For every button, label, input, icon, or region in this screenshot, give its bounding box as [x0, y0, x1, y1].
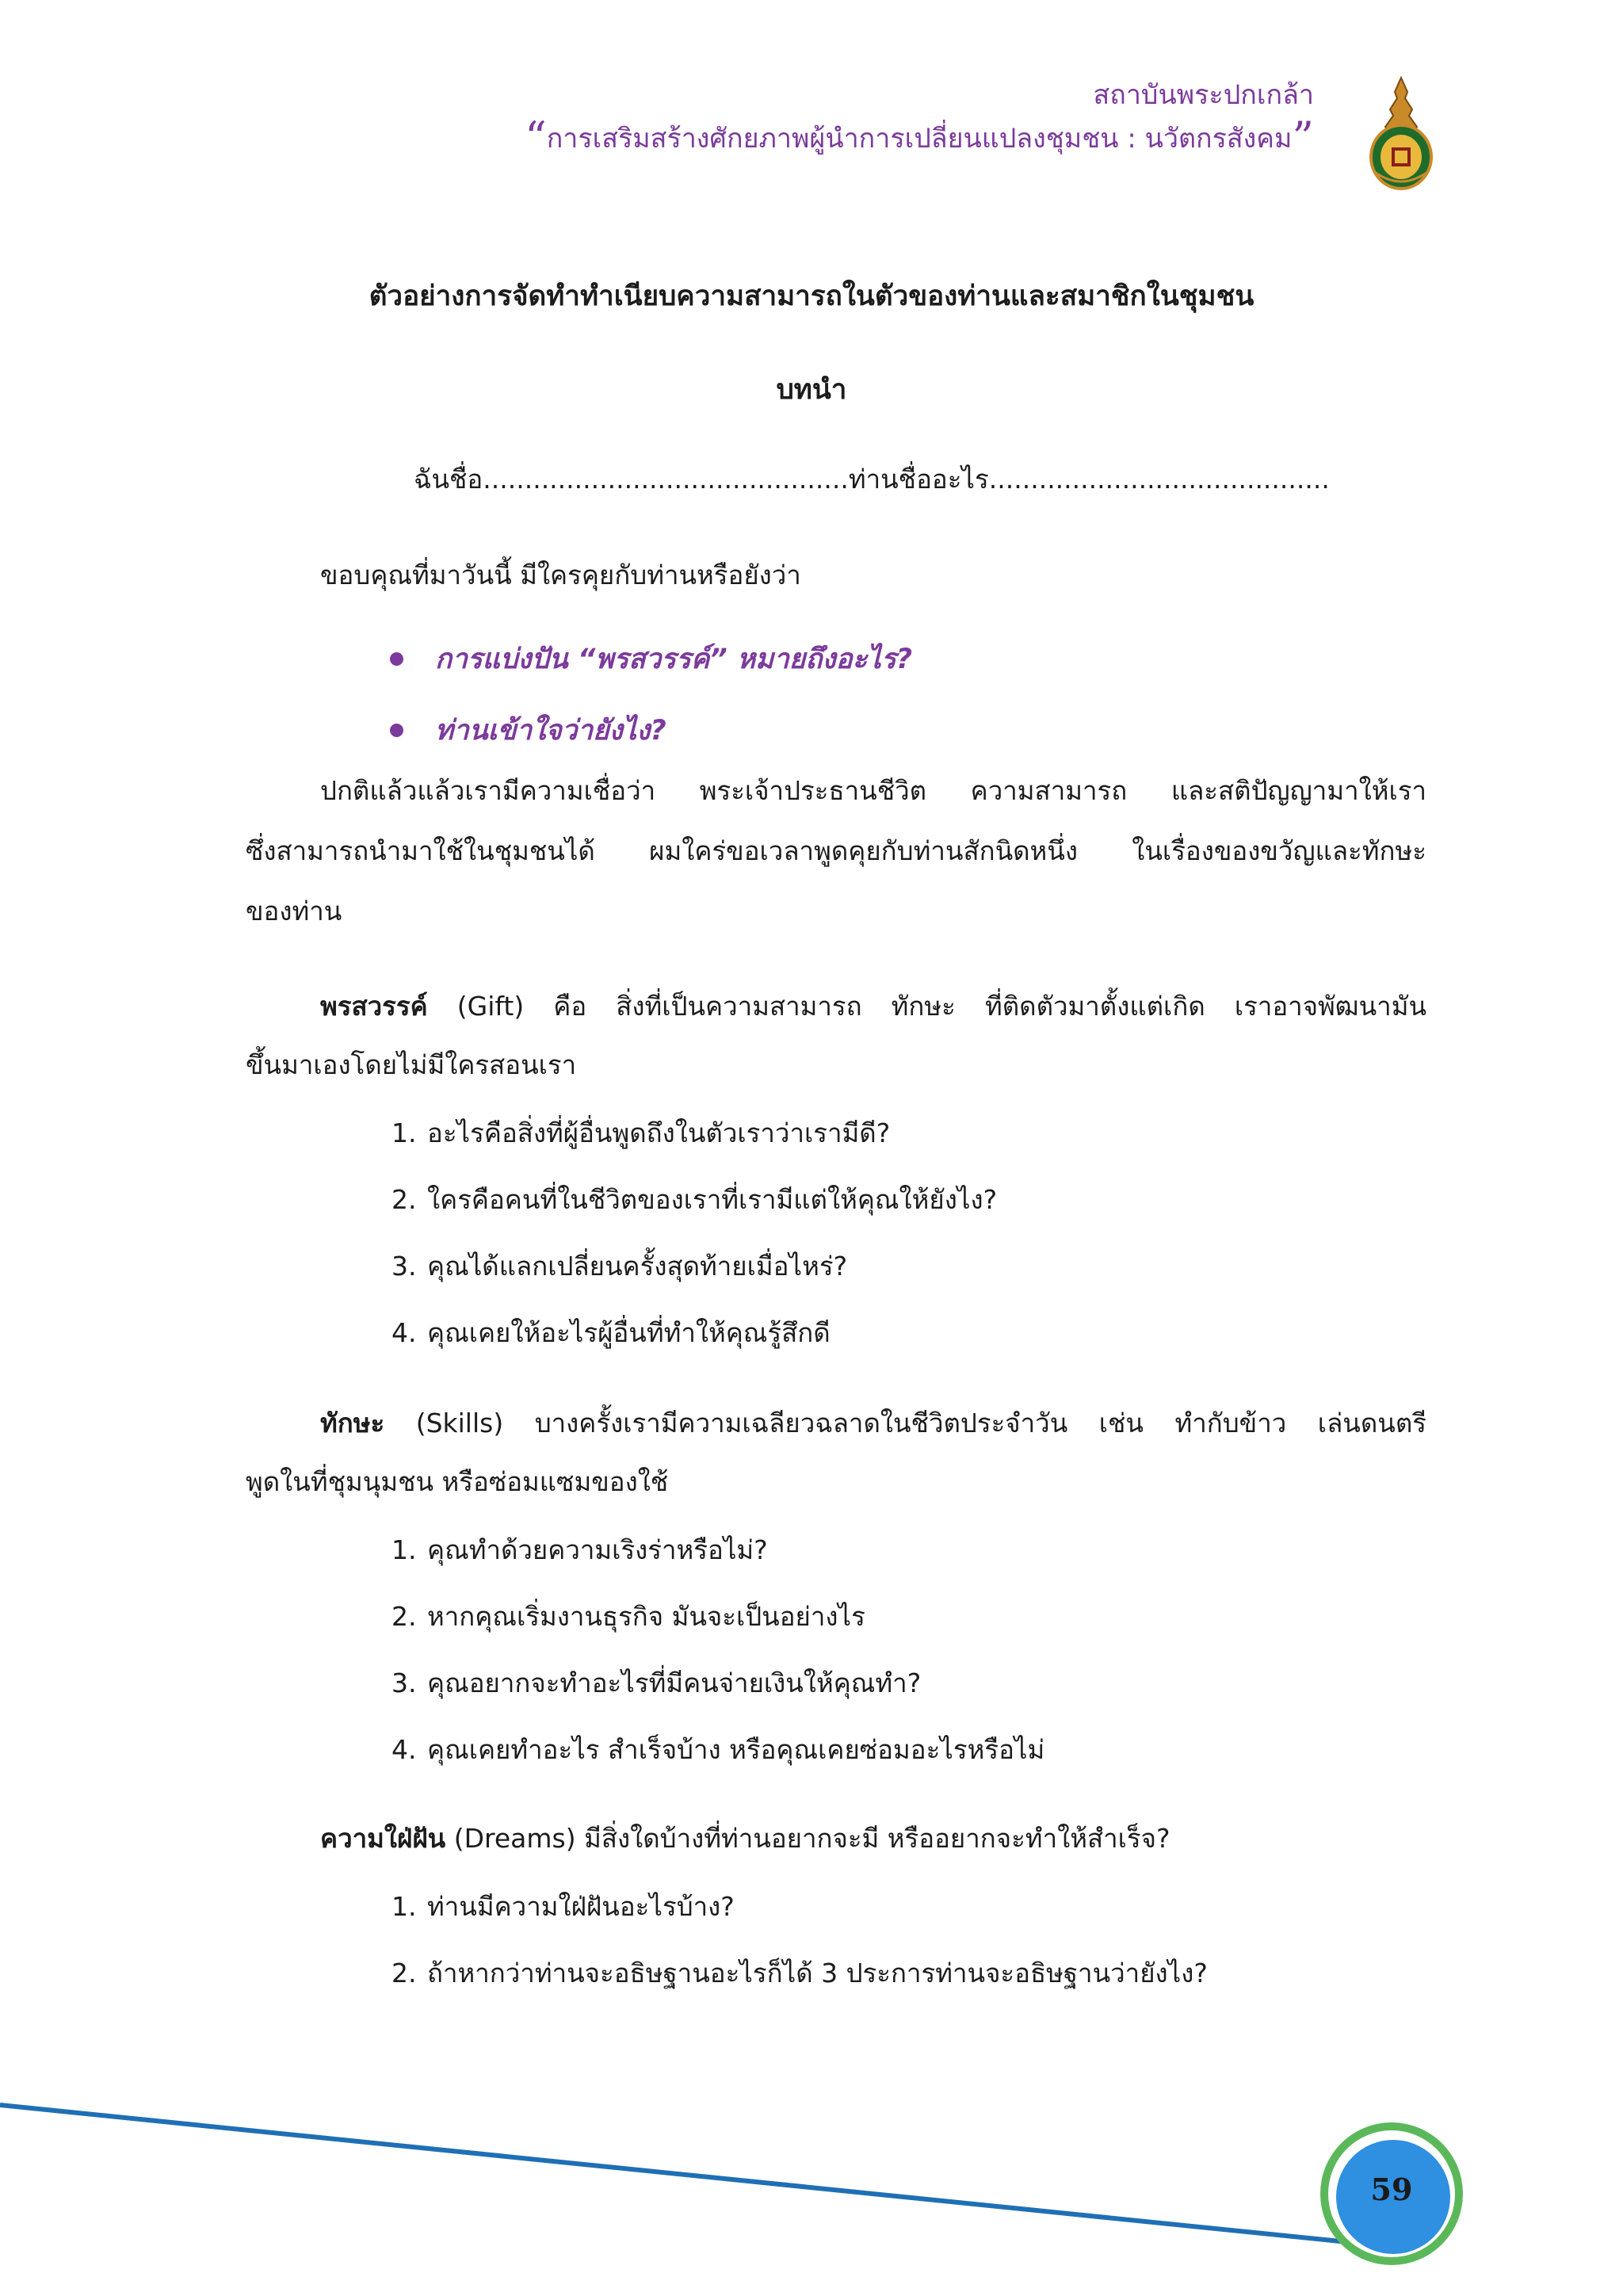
page-number: 59 — [1370, 2172, 1413, 2207]
paragraph-1-line-3: ของท่าน — [246, 896, 342, 926]
gift-term: พรสวรรค์ — [320, 991, 428, 1022]
list-number: 3. — [391, 1251, 417, 1282]
list-number: 2. — [391, 1184, 417, 1215]
gift-definition-line-1 — [320, 983, 1426, 1030]
list-item — [391, 1717, 1044, 1783]
project-title-text: การเสริมสร้างศักยภาพผู้นำการเปลี่ยนแปลงชุมชน : นวัตกรสังคม — [546, 123, 1293, 155]
intro-fill-line — [414, 458, 1330, 500]
list-number: 3. — [391, 1668, 417, 1698]
list-item — [391, 1100, 997, 1167]
skills-term: ทักษะ — [320, 1408, 385, 1438]
list-item — [391, 1650, 1044, 1717]
list-number: 1. — [391, 1891, 417, 1922]
page-title: ตัวอย่างการจัดทำทำเนียบความสามารถในตัวของท่านและสมาชิกในชุมชน — [369, 281, 1254, 312]
list-item — [391, 1874, 1208, 1940]
gift-question-list — [391, 1100, 997, 1366]
skills-definition-text: (Skills) บางครั้งเรามีความเฉลียวฉลาดในชีวิตประจำวัน เช่น ทำกับข้าว เล่นดนตรี — [384, 1408, 1426, 1438]
project-title — [525, 114, 1314, 162]
skills-definition-line-2: พูดในที่ชุมนุมชน หรือซ่อมแซมของใช้ — [246, 1466, 669, 1497]
list-number: 2. — [391, 1601, 417, 1632]
list-number: 4. — [391, 1734, 417, 1765]
bullet-item — [390, 623, 912, 694]
list-text: คุณเคยให้อะไรผู้อื่นที่ทำให้คุณรู้สึกดี — [427, 1317, 831, 1348]
list-item — [391, 1940, 1208, 2007]
bullet-item — [390, 694, 912, 766]
list-text: อะไรคือสิ่งที่ผู้อื่นพูดถึงในตัวเราว่าเรามีดี? — [427, 1117, 891, 1148]
bullet-text: การแบ่งปัน “พรสวรรค์” หมายถึงอะไร? — [435, 643, 913, 675]
dreams-question-list — [391, 1874, 1208, 2007]
name-label: ฉันชื่อ — [414, 464, 483, 495]
list-item — [391, 1167, 997, 1233]
name-blank: ............................................ — [483, 464, 849, 495]
list-item — [391, 1517, 1044, 1584]
bullet-dot-icon — [390, 652, 403, 666]
institute-name: สถาบันพระปกเกล้า — [1093, 79, 1314, 111]
list-number: 1. — [391, 1117, 417, 1148]
dreams-definition-text: (Dreams) มีสิ่งใดบ้างที่ท่านอยากจะมี หรืออยากจะทำให้สำเร็จ? — [445, 1823, 1170, 1854]
page-header — [525, 76, 1314, 162]
list-item — [391, 1584, 1044, 1650]
list-item — [391, 1300, 997, 1366]
close-quote: ” — [1292, 113, 1314, 162]
open-quote: “ — [525, 113, 547, 162]
section-title: บทนำ — [776, 374, 847, 406]
list-text: คุณได้แลกเปลี่ยนครั้งสุดท้ายเมื่อไหร่? — [427, 1251, 848, 1282]
list-item — [391, 1233, 997, 1300]
paragraph-1-line-2: ซึ่งสามารถนำมาใช้ในชุมชนได้ ผมใคร่ขอเวลาพูดคุยกับท่านสักนิดหนึ่ง ในเรื่องของขวัญและทักษะ — [246, 835, 1426, 866]
institute-emblem-icon — [1368, 74, 1434, 192]
list-number: 4. — [391, 1317, 417, 1348]
skills-question-list — [391, 1517, 1044, 1783]
dreams-definition-line-1 — [320, 1815, 1170, 1862]
list-text: ถ้าหากว่าท่านจะอธิษฐานอะไรก็ได้ 3 ประการท่านจะอธิษฐานว่ายังไง? — [427, 1958, 1208, 1988]
skills-definition-line-1 — [320, 1400, 1426, 1447]
list-number: 1. — [391, 1534, 417, 1565]
question-bullets — [390, 623, 912, 766]
footer-rule — [0, 2105, 1395, 2247]
gift-definition-text: (Gift) คือ สิ่งที่เป็นความสามารถ ทักษะ ที่ติดตัวมาตั้งแต่เกิด เราอาจพัฒนามัน — [427, 991, 1426, 1022]
list-text: ท่านมีความใฝ่ฝันอะไรบ้าง? — [427, 1891, 735, 1922]
list-text: คุณอยากจะทำอะไรที่มีคนจ่ายเงินให้คุณทำ? — [427, 1668, 922, 1698]
list-text: คุณเคยทำอะไร สำเร็จบ้าง หรือคุณเคยซ่อมอะไรหรือไม่ — [427, 1734, 1045, 1765]
thanks-line: ขอบคุณที่มาวันนี้ มีใครคุยกับท่านหรือยังว่า — [320, 560, 801, 590]
bullet-dot-icon — [390, 724, 403, 737]
list-text: คุณทำด้วยความเริงร่าหรือไม่? — [427, 1534, 768, 1565]
your-name-blank: ......................................... — [988, 464, 1330, 495]
bullet-text: ท่านเข้าใจว่ายังไง? — [435, 714, 666, 747]
list-text: หากคุณเริ่มงานธุรกิจ มันจะเป็นอย่างไร — [427, 1601, 865, 1632]
paragraph-1-line-1: ปกติแล้วแล้วเรามีความเชื่อว่า พระเจ้าประธานชีวิต ความสามารถ และสติปัญญามาให้เรา — [320, 775, 1426, 806]
gift-definition-line-2: ขึ้นมาเองโดยไม่มีใครสอนเรา — [246, 1049, 577, 1080]
list-number: 2. — [391, 1958, 417, 1988]
your-name-label: ท่านชื่ออะไร — [848, 464, 989, 495]
dreams-term: ความใฝ่ฝัน — [320, 1823, 446, 1854]
list-text: ใครคือคนที่ในชีวิตของเราที่เรามีแต่ให้คุณให้ยังไง? — [427, 1184, 998, 1215]
